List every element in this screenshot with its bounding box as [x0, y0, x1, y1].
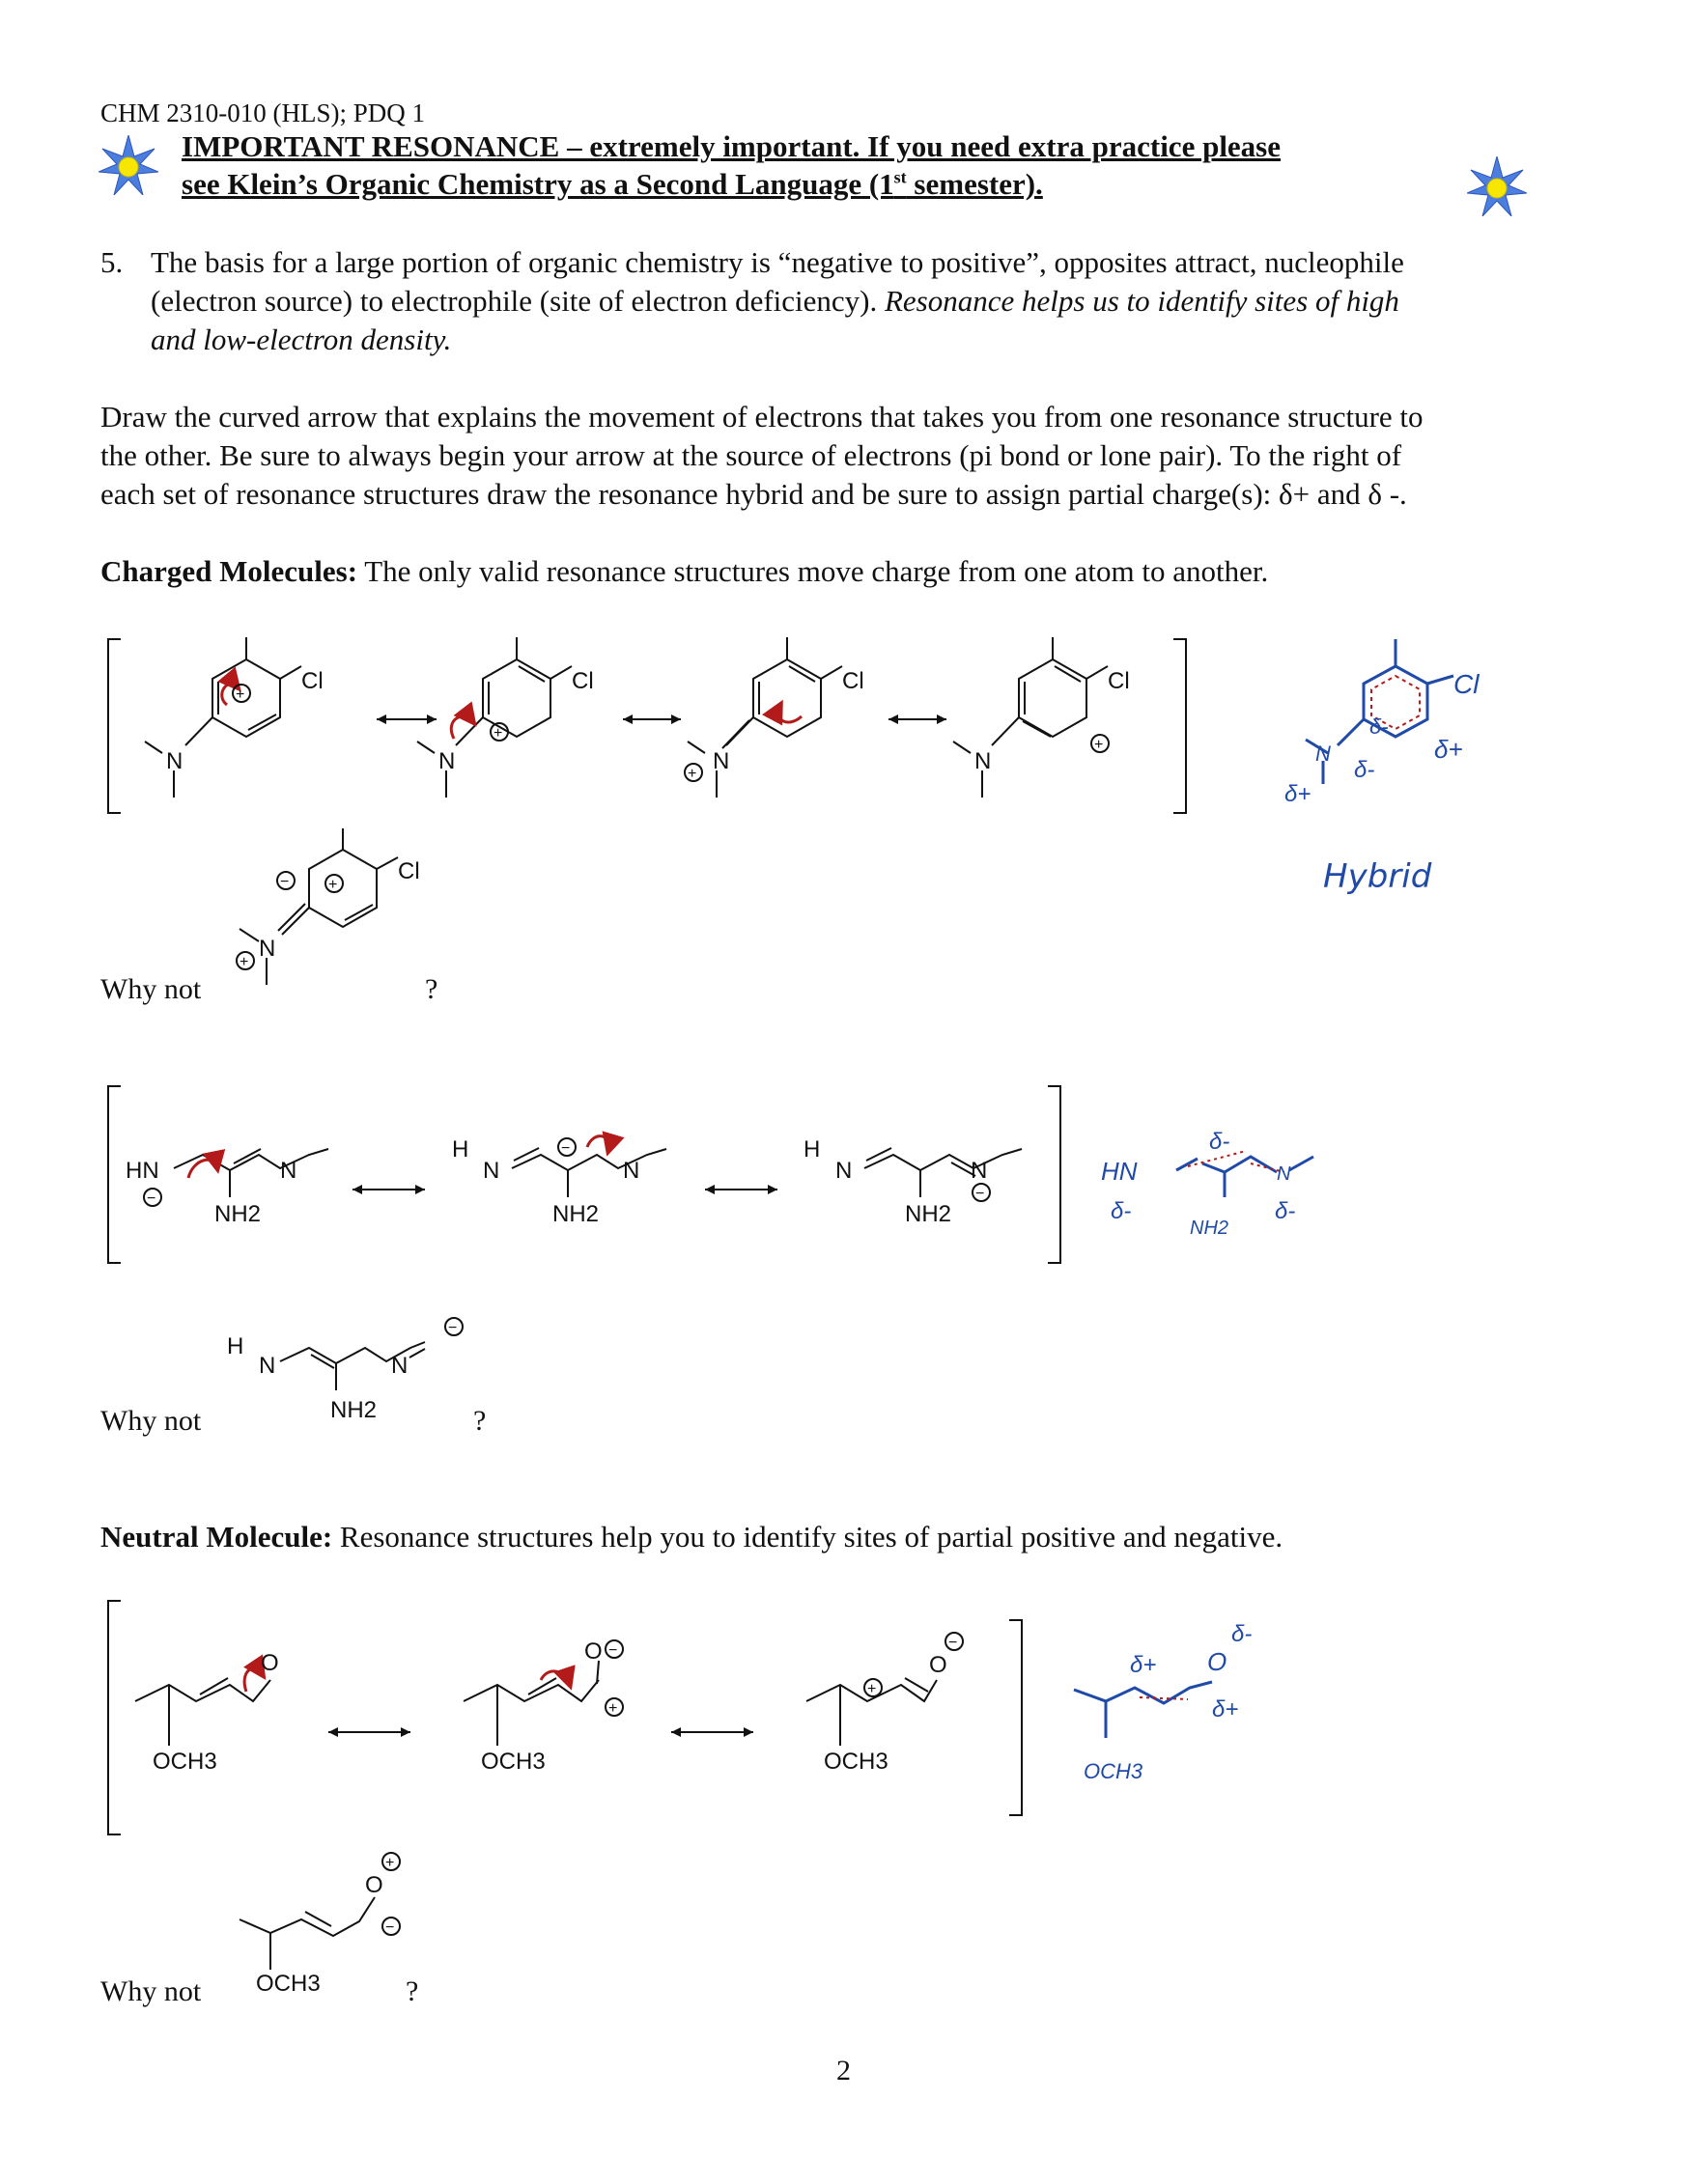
hybrid-2-n: N [1277, 1163, 1291, 1185]
atom-h-2c: H [804, 1136, 821, 1162]
course-header: CHM 2310-010 (HLS); PDQ 1 [100, 98, 426, 127]
hybrid-2-dminus-a: δ- [1111, 1198, 1132, 1224]
hybrid-1-cl: Cl [1453, 669, 1480, 699]
charge-plus-why-3: + [385, 1855, 395, 1871]
charge-plus-3b: + [608, 1700, 618, 1717]
instructions-line-2: the other. Be sure to always begin your arrow at the source of electrons (pi bond or lone pair). To the right of [100, 438, 1402, 472]
atom-n-why-2-2: N [391, 1353, 409, 1379]
hybrid-1-dminus-b: δ- [1369, 714, 1389, 739]
hybrid-2-dminus-b: δ- [1209, 1129, 1230, 1155]
arrowhead-right-3 [937, 714, 946, 724]
title-line-1: IMPORTANT RESONANCE – extremely important. If you need extra practice please [182, 129, 1282, 163]
atom-nh2-why-2: NH2 [330, 1397, 378, 1423]
atom-n-2b-1: N [483, 1158, 500, 1184]
why-not-label-1: Why not [100, 973, 202, 1005]
why-not-3-labels [256, 1855, 394, 1997]
arrowhead-left-7 [671, 1727, 681, 1737]
arrowhead-left-2 [623, 714, 633, 724]
arrowhead-left-6 [328, 1727, 338, 1737]
hybrid-2-nh2: NH2 [1190, 1218, 1229, 1239]
arrowhead-right-7 [744, 1727, 753, 1737]
charge-minus-3c: − [948, 1635, 958, 1651]
charge-minus-why-3: − [385, 1919, 395, 1936]
atom-nh2-2a: NH2 [214, 1201, 262, 1227]
arrowhead-left-4 [352, 1185, 362, 1194]
atom-o-3c: O [929, 1652, 947, 1678]
atom-n-1b: N [438, 748, 456, 774]
atom-n-1a: N [166, 748, 183, 774]
atom-och3-why-3: OCH3 [256, 1971, 321, 1997]
atom-och3-3a: OCH3 [153, 1749, 217, 1775]
atom-cl-1a: Cl [301, 668, 324, 694]
why-not-structure-2 [280, 1318, 463, 1390]
why-not-question-3: ? [406, 1975, 419, 2007]
atom-hn-2a: HN [126, 1158, 159, 1184]
charge-minus-2c: − [975, 1186, 985, 1202]
resonance-structure-1c [685, 637, 842, 798]
charge-plus-1c: + [688, 766, 697, 782]
atom-nh2-2b: NH2 [552, 1201, 600, 1227]
structure-1d-labels [974, 668, 1130, 774]
question-line-1: The basis for a large portion of organic chemistry is “negative to positive”, opposites attract, nucleophile [151, 245, 1404, 279]
hybrid-2-hn: HN [1101, 1157, 1138, 1186]
arrowhead-right-6 [401, 1727, 410, 1737]
title-line-2-end: semester). [906, 167, 1043, 201]
hybrid-3-dplus-b: δ+ [1212, 1696, 1239, 1722]
question-number: 5. [100, 245, 124, 279]
arrowhead-right-5 [768, 1185, 777, 1194]
structure-2c-labels [804, 1136, 987, 1227]
resonance-structure-3a [135, 1668, 270, 1746]
arrowhead-right-2 [671, 714, 681, 724]
charged-heading-text: The only valid resonance structures move charge from one atom to another. [357, 554, 1269, 588]
atom-cl-1d: Cl [1108, 668, 1130, 694]
atom-och3-3b: OCH3 [481, 1749, 546, 1775]
arrowhead-left-5 [705, 1185, 715, 1194]
charge-minus-2b: − [561, 1140, 571, 1157]
atom-h-why-2: H [227, 1333, 244, 1359]
charged-heading-label: Charged Molecules: [100, 554, 358, 588]
hybrid-1-dplus-n: δ+ [1284, 781, 1311, 807]
hybrid-3-o: O [1207, 1647, 1227, 1676]
charge-minus-2a: − [147, 1190, 156, 1207]
atom-n-why-2-1: N [259, 1353, 276, 1379]
resonance-structure-2a [144, 1149, 328, 1206]
hybrid-3-dplus-a: δ+ [1130, 1652, 1157, 1678]
resonance-structure-2b [512, 1136, 666, 1197]
why-not-structure-3 [240, 1853, 400, 1970]
resonance-structure-3c [806, 1633, 963, 1746]
title-line-2-main: see Klein’s Organic Chemistry as a Second Language (1 [182, 167, 894, 201]
arrowhead-right-4 [415, 1185, 425, 1194]
why-not-question-2: ? [473, 1405, 487, 1437]
atom-o-3b: O [584, 1638, 603, 1665]
atom-nh2-2c: NH2 [905, 1201, 952, 1227]
structure-3a-labels [153, 1650, 279, 1775]
atom-o-3a: O [261, 1650, 279, 1676]
atom-n-1d: N [974, 748, 992, 774]
atom-n-1c: N [713, 748, 730, 774]
question-line-2-italic: Resonance helps us to identify sites of high [884, 284, 1399, 318]
hybrid-3-dminus: δ- [1231, 1621, 1253, 1647]
hybrid-2-drawing [1176, 1151, 1313, 1197]
hybrid-1-dplus-ring: δ+ [1434, 735, 1463, 764]
charge-plus-1a: + [236, 686, 245, 703]
atom-h-2b: H [452, 1136, 469, 1162]
charge-plus-why-1a: + [328, 877, 338, 893]
charge-minus-why-2: − [448, 1320, 458, 1336]
why-not-2-labels [227, 1320, 457, 1423]
atom-och3-3c: OCH3 [824, 1749, 888, 1775]
structure-2b-labels [452, 1136, 639, 1227]
question-line-3: and low-electron density. [151, 322, 452, 356]
hybrid-2-labels [1101, 1129, 1295, 1239]
charge-plus-1d: + [1094, 737, 1104, 753]
why-not-label-3: Why not [100, 1975, 202, 2007]
hybrid-1-labels [1284, 669, 1480, 807]
hybrid-1-n: N [1315, 742, 1331, 766]
atom-o-why-3: O [365, 1872, 383, 1898]
title-superscript: st [893, 167, 907, 187]
hybrid-2-dminus-c: δ- [1275, 1198, 1296, 1224]
page-number: 2 [836, 2055, 851, 2086]
arrowhead-left-1 [377, 714, 386, 724]
structure-3b-labels [481, 1638, 617, 1775]
why-not-label-2: Why not [100, 1405, 202, 1437]
atom-n-2a: N [280, 1158, 297, 1184]
instructions-line-3: each set of resonance structures draw the resonance hybrid and be sure to assign partial charge(s): δ+ and δ -. [100, 477, 1407, 511]
arrowhead-right-1 [427, 714, 437, 724]
charge-plus-3c: + [867, 1681, 877, 1697]
hybrid-1-dminus-a: δ- [1354, 757, 1375, 783]
hybrid-label: Hybrid [1323, 857, 1432, 896]
neutral-heading-label: Neutral Molecule: [100, 1520, 333, 1554]
charge-minus-why-1: − [280, 874, 290, 890]
neutral-heading-text: Resonance structures help you to identify sites of partial positive and negative. [332, 1520, 1283, 1554]
atom-n-why-1: N [259, 936, 276, 962]
question-line-2-plain: (electron source) to electrophile (site of electron deficiency). [151, 284, 885, 318]
hybrid-3-drawing [1074, 1682, 1212, 1738]
charge-minus-3b: − [608, 1642, 618, 1659]
structure-2a-labels [126, 1158, 296, 1227]
structure-1b-labels [438, 668, 594, 774]
charge-plus-1b: + [494, 725, 503, 742]
atom-cl-1c: Cl [842, 668, 864, 694]
atom-cl-why-1: Cl [398, 858, 420, 884]
atom-n-2b-2: N [623, 1158, 640, 1184]
atom-n-2c-1: N [835, 1158, 853, 1184]
neutral-heading [100, 1518, 1283, 1556]
atom-cl-1b: Cl [572, 668, 594, 694]
bracket-set-3 [108, 1601, 1022, 1834]
resonance-structure-2c [864, 1148, 1022, 1201]
bracket-set-1 [108, 639, 1186, 813]
atom-n-2c-2: N [971, 1158, 988, 1184]
structure-1a-labels [166, 668, 324, 774]
structure-3c-labels [824, 1635, 957, 1775]
why-not-question-1: ? [425, 973, 438, 1005]
instructions-line-1: Draw the curved arrow that explains the movement of electrons that takes you from one resonance structure to [100, 400, 1424, 434]
bracket-set-2 [108, 1086, 1060, 1263]
charge-plus-why-1b: + [240, 954, 249, 970]
hybrid-3-och3: OCH3 [1084, 1759, 1143, 1783]
structure-1c-labels [688, 668, 864, 782]
arrowhead-left-3 [888, 714, 898, 724]
